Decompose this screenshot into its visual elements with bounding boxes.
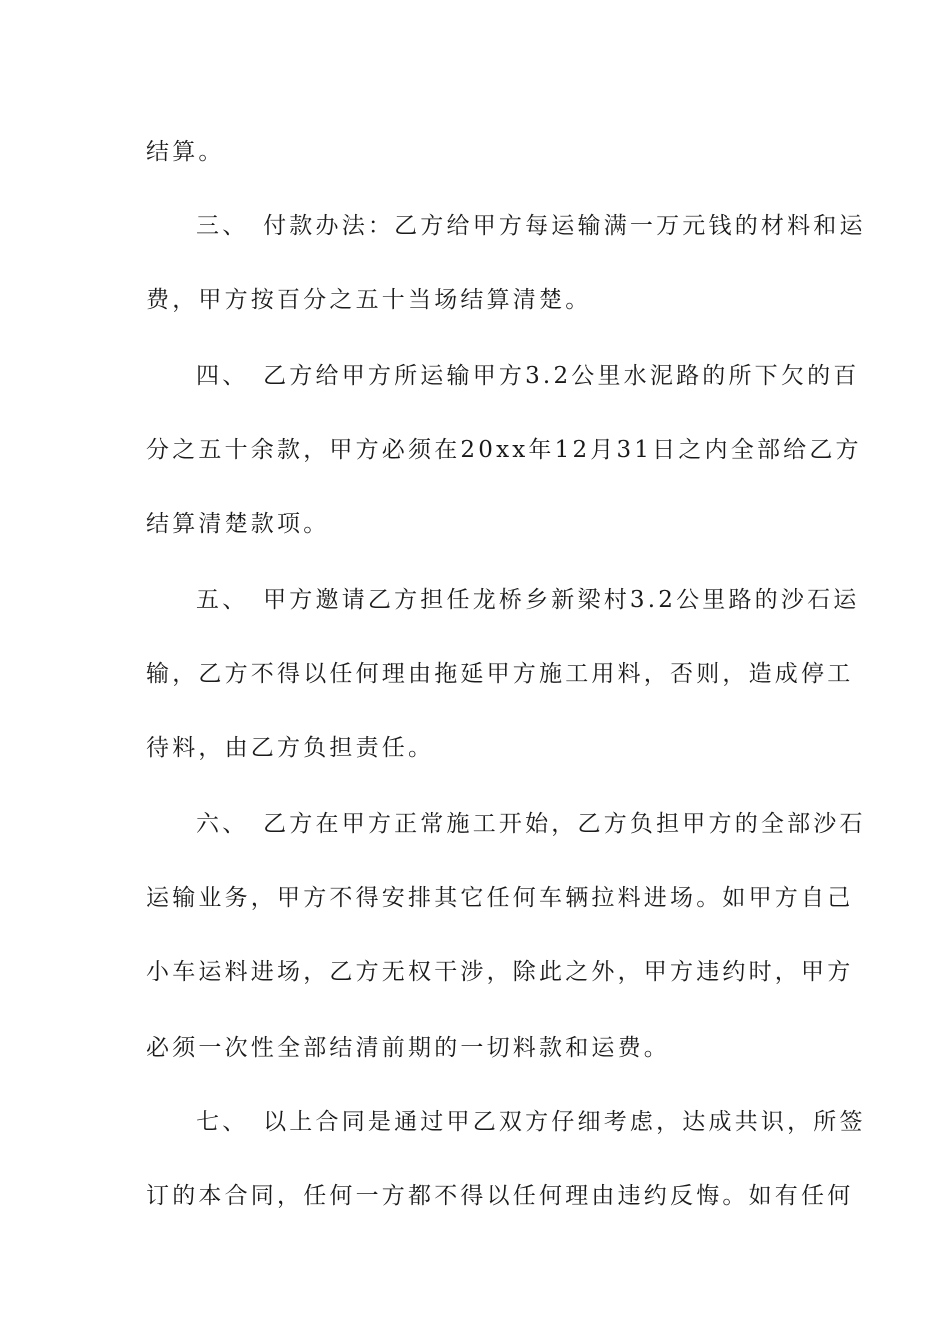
text-line-8: 输，乙方不得以任何理由拖延甲方施工用料，否则，造成停工 (146, 661, 854, 687)
text-line-11: 运输业务，甲方不得安排其它任何车辆拉料进场。如甲方自己 (146, 885, 854, 911)
text-line-1: 结算。 (146, 139, 225, 165)
text-line-3: 费，甲方按百分之五十当场结算清楚。 (146, 287, 592, 313)
text-line-7: 五、 甲方邀请乙方担任龙桥乡新梁村3.2公里路的沙石运 (196, 587, 860, 613)
text-line-2: 三、 付款办法：乙方给甲方每运输满一万元钱的材料和运 (196, 213, 866, 239)
text-line-13: 必须一次性全部结清前期的一切料款和运费。 (146, 1035, 670, 1061)
text-line-14: 七、 以上合同是通过甲乙双方仔细考虑，达成共识，所签 (196, 1109, 866, 1135)
text-line-4: 四、 乙方给甲方所运输甲方3.2公里水泥路的所下欠的百 (196, 363, 860, 389)
text-line-6: 结算清楚款项。 (146, 511, 330, 537)
text-line-12: 小车运料进场，乙方无权干涉，除此之外，甲方违约时，甲方 (146, 959, 854, 985)
text-line-10: 六、 乙方在甲方正常施工开始，乙方负担甲方的全部沙石 (196, 811, 866, 837)
text-line-9: 待料，由乙方负担责任。 (146, 735, 435, 761)
text-line-5: 分之五十余款，甲方必须在20xx年12月31日之内全部给乙方 (146, 437, 862, 463)
text-line-15: 订的本合同，任何一方都不得以任何理由违约反悔。如有任何 (146, 1183, 854, 1209)
